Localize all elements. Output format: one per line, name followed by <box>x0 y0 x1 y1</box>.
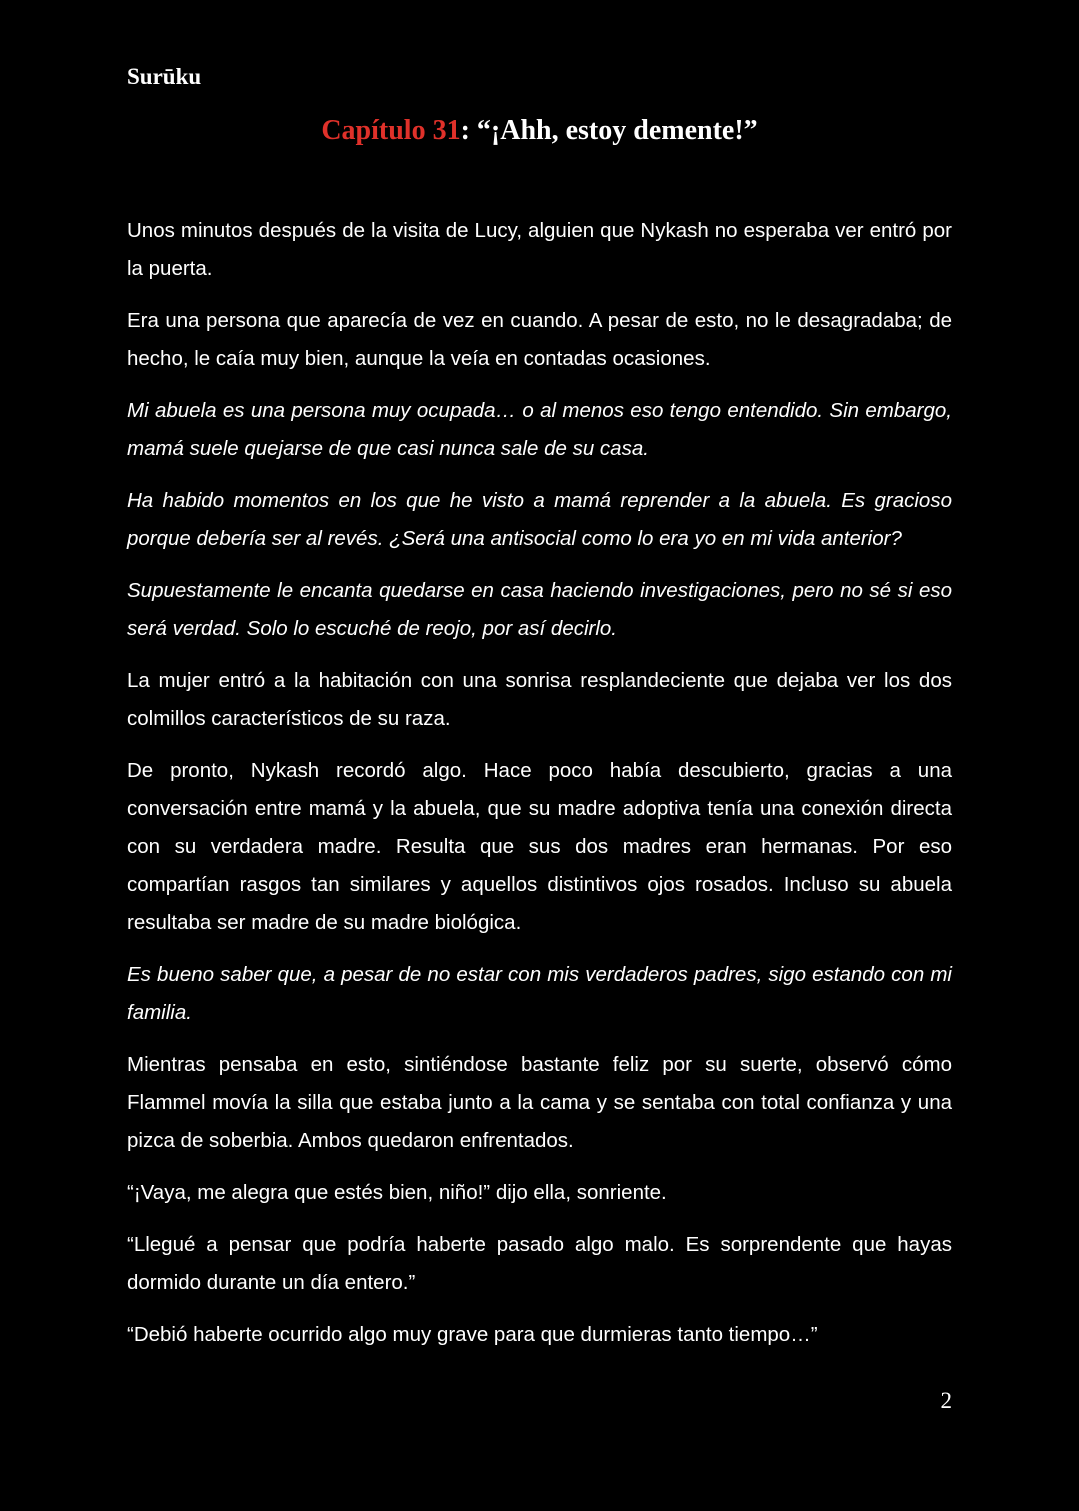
paragraph-dialogue: “Llegué a pensar que podría haberte pasado algo malo. Es sorprendente que hayas dormido durante un día entero.” <box>127 1233 952 1294</box>
chapter-title <box>0 115 1079 147</box>
chapter-number-label: Capítulo 31 <box>321 115 461 146</box>
chapter-body <box>127 212 952 1368</box>
paragraph: Unos minutos después de la visita de Lucy, alguien que Nykash no esperaba ver entró por la puerta. <box>127 219 952 280</box>
paragraph-thought: Supuestamente le encanta quedarse en casa haciendo investigaciones, pero no sé si eso será verdad. Solo lo escuché de reojo, por así decirlo. <box>127 579 952 640</box>
chapter-title-text: “¡Ahh, estoy demente!” <box>476 115 758 146</box>
paragraph-dialogue: “Debió haberte ocurrido algo muy grave para que durmieras tanto tiempo…” <box>127 1323 818 1346</box>
paragraph-thought: Mi abuela es una persona muy ocupada… o al menos eso tengo entendido. Sin embargo, mamá suele quejarse de que casi nunca sale de su casa. <box>127 399 952 460</box>
page-number: 2 <box>940 1388 952 1413</box>
paragraph-thought: Ha habido momentos en los que he visto a mamá reprender a la abuela. Es gracioso porque debería ser al revés. ¿Será una antisocial como lo era yo en mi vida anterior? <box>127 489 952 550</box>
paragraph-dialogue: “¡Vaya, me alegra que estés bien, niño!” dijo ella, sonriente. <box>127 1181 667 1204</box>
paragraph: La mujer entró a la habitación con una sonrisa resplandeciente que dejaba ver los dos colmillos característicos de su raza. <box>127 669 952 730</box>
author-header: Surūku <box>127 64 202 89</box>
chapter-title-separator: : <box>460 115 477 146</box>
paragraph: Era una persona que aparecía de vez en cuando. A pesar de esto, no le desagradaba; de hecho, le caía muy bien, aunque la veía en contadas ocasiones. <box>127 309 952 370</box>
paragraph: De pronto, Nykash recordó algo. Hace poco había descubierto, gracias a una conversación entre mamá y la abuela, que su madre adoptiva tenía una conexión directa con su verdadera madre. Resulta que sus dos madres eran hermanas. Por eso compartían rasgos tan similares y aquellos distintivos ojos rosados. Incluso su abuela resultaba ser madre de su madre biológica. <box>127 759 952 934</box>
paragraph-thought: Es bueno saber que, a pesar de no estar con mis verdaderos padres, sigo estando con mi familia. <box>127 963 952 1024</box>
paragraph: Mientras pensaba en esto, sintiéndose bastante feliz por su suerte, observó cómo Flammel movía la silla que estaba junto a la cama y se sentaba con total confianza y una pizca de soberbia. Ambos quedaron enfrentados. <box>127 1053 952 1152</box>
